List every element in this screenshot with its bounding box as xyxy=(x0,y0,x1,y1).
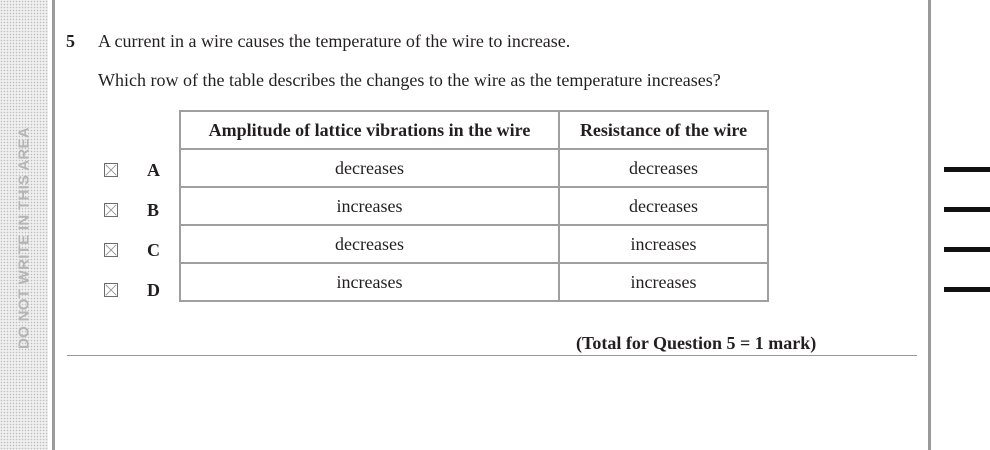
margin-tick-mark xyxy=(944,247,990,252)
option-letter-b: B xyxy=(147,200,160,220)
margin-tick-mark xyxy=(944,167,990,172)
table-row xyxy=(180,263,768,301)
table-row xyxy=(180,187,768,225)
question-total: (Total for Question 5 = 1 mark) xyxy=(576,333,817,353)
question-number: 5 xyxy=(66,31,75,51)
cell-resistance: increases xyxy=(559,225,768,263)
column-header-amplitude: Amplitude of lattice vibrations in the wire xyxy=(180,111,559,149)
table-header-row xyxy=(180,111,768,149)
option-letter-a: A xyxy=(147,160,160,180)
question-divider xyxy=(67,355,917,356)
cell-resistance: decreases xyxy=(559,187,768,225)
right-margin-line xyxy=(928,0,931,450)
cell-amplitude: decreases xyxy=(180,149,559,187)
margin-tick-mark xyxy=(944,207,990,212)
column-header-resistance: Resistance of the wire xyxy=(559,111,768,149)
answer-checkbox-a[interactable] xyxy=(104,163,118,177)
answer-checkbox-c[interactable] xyxy=(104,243,118,257)
table-row xyxy=(180,149,768,187)
cell-resistance: decreases xyxy=(559,149,768,187)
table-row xyxy=(180,225,768,263)
margin-warning: DO NOT WRITE IN THIS AREA xyxy=(15,127,33,349)
left-margin-line xyxy=(52,0,55,450)
option-letter-c: C xyxy=(147,240,160,260)
margin-tick-mark xyxy=(944,287,990,292)
question-stem: A current in a wire causes the temperature of the wire to increase. xyxy=(98,31,571,51)
question-prompt: Which row of the table describes the changes to the wire as the temperature increases? xyxy=(98,70,721,90)
answer-checkbox-b[interactable] xyxy=(104,203,118,217)
answer-checkbox-d[interactable] xyxy=(104,283,118,297)
cell-amplitude: increases xyxy=(180,187,559,225)
option-letter-d: D xyxy=(147,280,160,300)
answer-table xyxy=(179,110,769,302)
cell-amplitude: decreases xyxy=(180,225,559,263)
cell-resistance: increases xyxy=(559,263,768,301)
cell-amplitude: increases xyxy=(180,263,559,301)
